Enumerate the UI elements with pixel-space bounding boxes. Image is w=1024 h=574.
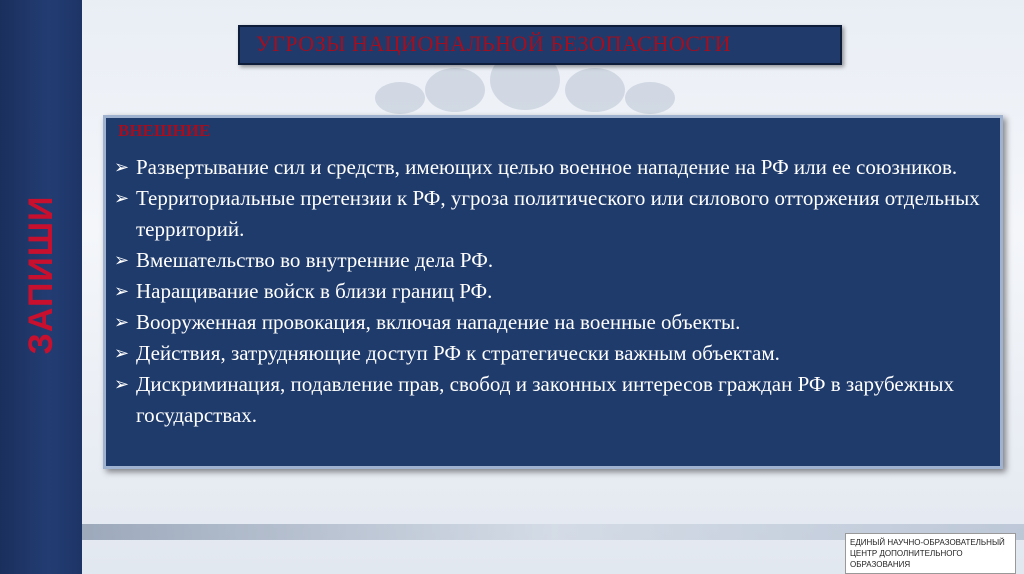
chevron-right-bullet-icon: ➢ [114,188,130,208]
chevron-right-bullet-icon: ➢ [114,157,130,177]
list-item-text: Действия, затрудняющие доступ РФ к стратегически важным объектам. [136,341,780,365]
chevron-right-bullet-icon: ➢ [114,312,130,332]
list-item-text: Дискриминация, подавление прав, свобод и законных интересов граждан РФ в зарубежных государствах. [136,372,955,427]
list-item-text: Развертывание сил и средств, имеющих целью военное нападение на РФ или ее союзников. [136,155,958,179]
page-title: УГРОЗЫ НАЦИОНАЛЬНОЙ БЕЗОПАСНОСТИ [256,31,731,56]
title-box [238,25,842,65]
footer-line-1: ЕДИНЫЙ НАУЧНО-ОБРАЗОВАТЕЛЬНЫЙ [850,538,1005,547]
chevron-right-bullet-icon: ➢ [114,343,130,363]
list-item [114,245,994,276]
list-item [114,152,994,183]
footer-line-3: ОБРАЗОВАНИЯ [850,560,911,569]
list-item [114,276,994,307]
list-item [114,369,994,431]
list-item [114,338,994,369]
chevron-right-bullet-icon: ➢ [114,250,130,270]
left-sidebar [0,0,82,574]
footer-text [850,537,1005,570]
list-item [114,307,994,338]
section-heading: ВНЕШНИЕ [118,121,211,140]
sidebar-label: ЗАПИШИ [22,195,60,355]
list-item [114,183,994,245]
list-item-text: Территориальные претензии к РФ, угроза политического или силового отторжения отдельных территорий. [136,186,980,241]
footer-badge [845,533,1016,574]
footer-line-2: ЦЕНТР ДОПОЛНИТЕЛЬНОГО [850,549,963,558]
chevron-right-bullet-icon: ➢ [114,374,130,394]
list-item-text: Вооруженная провокация, включая нападение на военные объекты. [136,310,741,334]
list-item-text: Вмешательство во внутренние дела РФ. [136,248,494,272]
chevron-right-bullet-icon: ➢ [114,281,130,301]
threats-panel [103,115,1003,469]
list-item-text: Наращивание войск в близи границ РФ. [136,279,493,303]
threat-list [114,152,994,431]
